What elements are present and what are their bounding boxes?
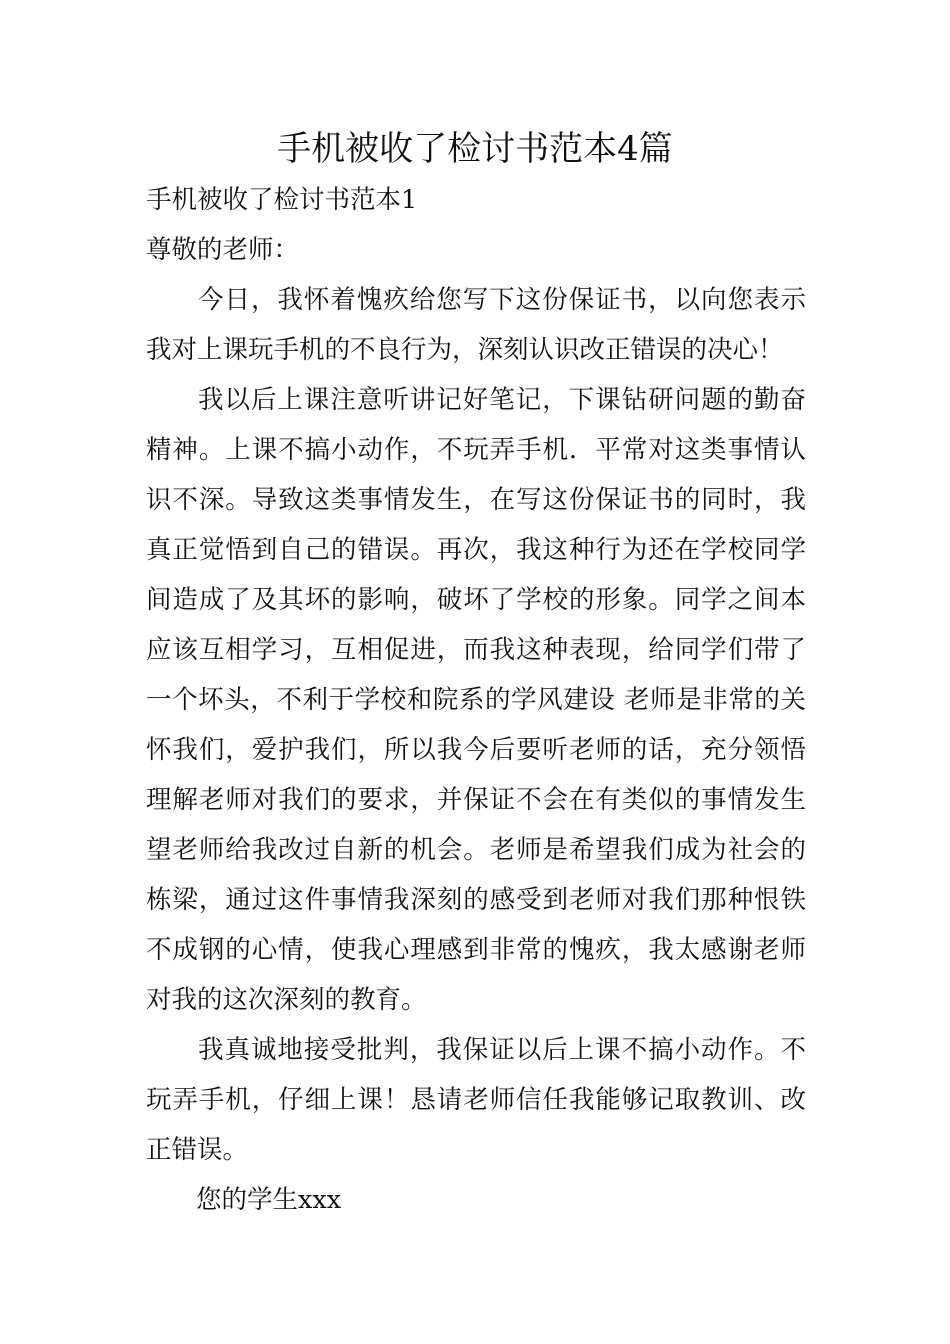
paragraph-2-line-5: 间造成了及其坏的影响，破坏了学校的形象。同学之间本 (146, 585, 806, 615)
paragraph-2-line-4: 真正觉悟到自己的错误。再次，我这种行为还在学校同学 (146, 535, 806, 565)
paragraph-3-line-3: 正错误。 (146, 1135, 249, 1165)
section-heading: 手机被收了检讨书范本1 (146, 185, 418, 215)
paragraph-2-line-7: 一个坏头，不利于学校和院系的学风建设 老师是非常的关 (146, 685, 806, 715)
paragraph-2-line-8: 怀我们，爱护我们，所以我今后要听老师的话，充分领悟 (146, 735, 806, 765)
paragraph-2-line-2: 精神。上课不搞小动作，不玩弄手机．平常对这类事情认 (146, 435, 806, 465)
paragraph-2-line-6: 应该互相学习，互相促进，而我这种表现，给同学们带了 (146, 635, 806, 665)
paragraph-2-line-10: 望老师给我改过自新的机会。老师是希望我们成为社会的 (146, 835, 806, 865)
paragraph-2-line-11: 栋梁，通过这件事情我深刻的感受到老师对我们那种恨铁 (146, 885, 806, 915)
signature: 您的学生xxx (196, 1185, 342, 1215)
paragraph-2-line-9: 理解老师对我们的要求，并保证不会在有类似的事情发生 (146, 785, 806, 815)
salutation: 尊敬的老师： (146, 235, 300, 265)
paragraph-3-line-1: 我真诚地接受批判，我保证以后上课不搞小动作。不 (198, 1035, 806, 1065)
paragraph-1-line-2: 我对上课玩手机的不良行为，深刻认识改正错误的决心！ (146, 335, 784, 365)
paragraph-1-line-1: 今日，我怀着愧疚给您写下这份保证书，以向您表示 (198, 285, 806, 315)
document-title: 手机被收了检讨书范本4篇 (277, 129, 673, 169)
paragraph-2-line-3: 识不深。导致这类事情发生，在写这份保证书的同时，我 (146, 485, 806, 515)
paragraph-3-line-2: 玩弄手机，仔细上课！恳请老师信任我能够记取教训、改 (146, 1085, 806, 1115)
paragraph-2-line-12: 不成钢的心情，使我心理感到非常的愧疚，我太感谢老师 (146, 935, 806, 965)
paragraph-2-line-13: 对我的这次深刻的教育。 (146, 985, 427, 1015)
paragraph-2-line-1: 我以后上课注意听讲记好笔记，下课钻研问题的勤奋 (198, 385, 806, 415)
